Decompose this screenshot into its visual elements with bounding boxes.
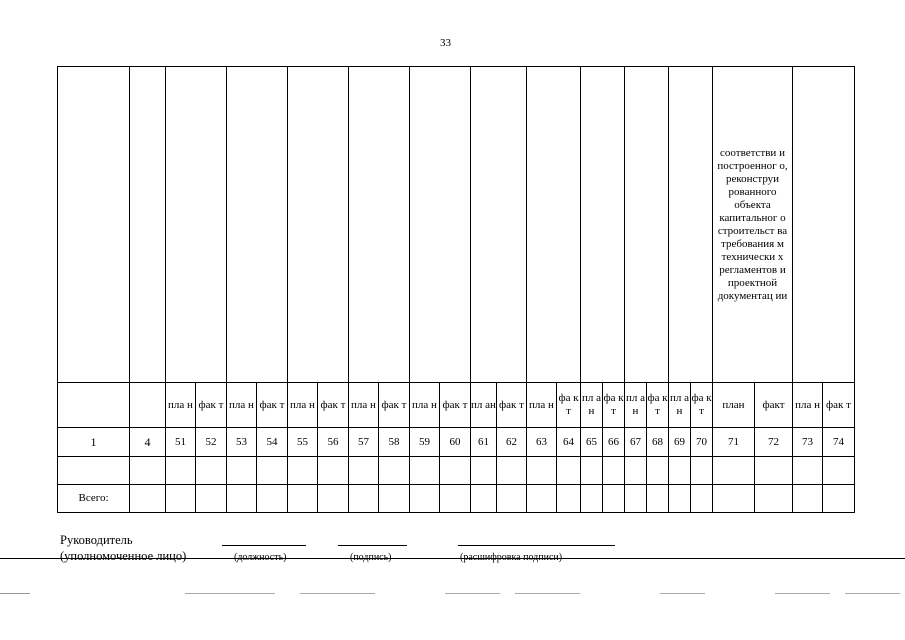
header-cell — [227, 67, 288, 383]
column-number: 63 — [527, 428, 557, 457]
horizontal-rule — [0, 558, 905, 559]
page-number: 33 — [440, 37, 451, 49]
header-cell — [288, 67, 349, 383]
column-number: 62 — [497, 428, 527, 457]
column-number: 69 — [669, 428, 691, 457]
faint-rule — [515, 593, 580, 594]
subheader-fact: фак т — [379, 383, 410, 428]
signature-head-sub: (уполномоченное лицо) — [60, 549, 187, 563]
header-cell — [130, 67, 166, 383]
total-label: Всего: — [58, 485, 130, 513]
column-number: 58 — [379, 428, 410, 457]
header-cell — [471, 67, 527, 383]
signature-head-label: Руководитель — [60, 533, 133, 547]
faint-rule — [775, 593, 830, 594]
subheader-fact: факт — [755, 383, 793, 428]
header-cell — [669, 67, 713, 383]
position-line — [222, 545, 306, 546]
plan-fact-row — [58, 383, 855, 428]
column-number: 64 — [557, 428, 581, 457]
subheader-plan: пл ан — [669, 383, 691, 428]
subheader-fact: фак т — [823, 383, 855, 428]
header-cell — [166, 67, 227, 383]
faint-rule — [185, 593, 275, 594]
decode-line — [458, 545, 615, 546]
header-cell — [527, 67, 581, 383]
subheader-fact: фа кт — [603, 383, 625, 428]
column-number: 51 — [166, 428, 196, 457]
subheader-cell — [58, 383, 130, 428]
column-number: 52 — [196, 428, 227, 457]
subheader-fact: фак т — [257, 383, 288, 428]
column-number: 73 — [793, 428, 823, 457]
faint-rule — [300, 593, 375, 594]
faint-rule — [660, 593, 705, 594]
column-number: 4 — [130, 428, 166, 457]
column-number: 65 — [581, 428, 603, 457]
header-cell — [410, 67, 471, 383]
total-row — [58, 485, 855, 513]
column-number: 67 — [625, 428, 647, 457]
decode-caption: (расшифровка подписи) — [460, 552, 563, 563]
sign-line — [338, 545, 407, 546]
header-cell-description — [713, 67, 793, 383]
subheader-plan: пл ан — [471, 383, 497, 428]
subheader-plan: пла н — [349, 383, 379, 428]
description-text: соответстви и построенног о, реконструи рованного объекта капитальног о строительст ва требования м технически х регламентов и проектной документац ии — [717, 146, 788, 302]
report-table — [57, 66, 855, 513]
subheader-plan: пла н — [793, 383, 823, 428]
column-number: 59 — [410, 428, 440, 457]
header-cell — [58, 67, 130, 383]
column-number: 54 — [257, 428, 288, 457]
column-number: 71 — [713, 428, 755, 457]
header-row — [58, 67, 855, 383]
column-number: 74 — [823, 428, 855, 457]
subheader-fact: фа кт — [691, 383, 713, 428]
faint-rule — [0, 593, 30, 594]
column-number: 56 — [318, 428, 349, 457]
subheader-plan: пла н — [227, 383, 257, 428]
header-cell — [793, 67, 855, 383]
column-number: 1 — [58, 428, 130, 457]
subheader-fact: фак т — [497, 383, 527, 428]
subheader-fact: фа кт — [647, 383, 669, 428]
subheader-plan: пла н — [166, 383, 196, 428]
faint-rule — [845, 593, 900, 594]
subheader-fact: фа кт — [557, 383, 581, 428]
header-cell — [625, 67, 669, 383]
column-number: 66 — [603, 428, 625, 457]
header-cell — [349, 67, 410, 383]
sign-caption: (подпись) — [350, 552, 392, 563]
subheader-fact: фак т — [196, 383, 227, 428]
subheader-plan: пла н — [527, 383, 557, 428]
subheader-plan: пл ан — [625, 383, 647, 428]
column-number-row — [58, 428, 855, 457]
column-number: 60 — [440, 428, 471, 457]
position-caption: (должность) — [234, 552, 287, 563]
subheader-plan: пла н — [410, 383, 440, 428]
subheader-cell — [130, 383, 166, 428]
column-number: 72 — [755, 428, 793, 457]
subheader-fact: фак т — [440, 383, 471, 428]
column-number: 70 — [691, 428, 713, 457]
column-number: 68 — [647, 428, 669, 457]
subheader-plan: пл ан — [581, 383, 603, 428]
subheader-plan: план — [713, 383, 755, 428]
column-number: 61 — [471, 428, 497, 457]
header-cell — [581, 67, 625, 383]
column-number: 57 — [349, 428, 379, 457]
subheader-plan: пла н — [288, 383, 318, 428]
data-row-empty — [58, 457, 855, 485]
column-number: 53 — [227, 428, 257, 457]
column-number: 55 — [288, 428, 318, 457]
subheader-fact: фак т — [318, 383, 349, 428]
faint-rule — [445, 593, 500, 594]
